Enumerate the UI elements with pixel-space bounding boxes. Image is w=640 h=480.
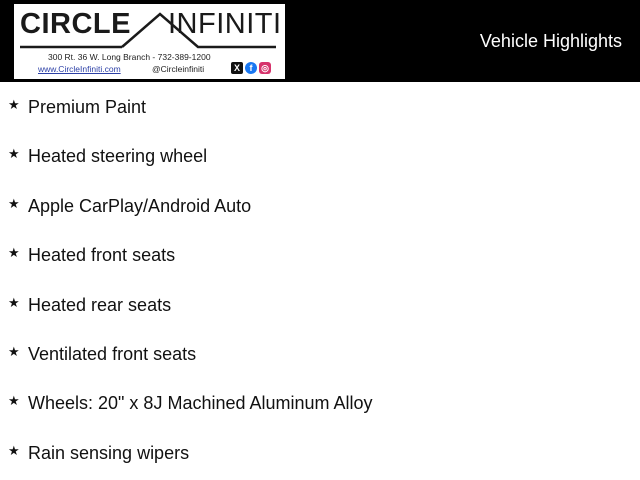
star-icon: ★ xyxy=(8,345,20,360)
list-item xyxy=(0,145,640,175)
dealer-website-link[interactable]: www.CircleInfiniti.com xyxy=(38,64,121,74)
star-icon: ★ xyxy=(8,394,20,409)
highlight-label: Wheels: 20" x 8J Machined Aluminum Alloy xyxy=(28,393,373,413)
highlight-label: Premium Paint xyxy=(28,97,147,117)
header-bar xyxy=(0,0,640,82)
star-icon: ★ xyxy=(8,296,20,311)
list-item xyxy=(0,96,640,126)
star-icon: ★ xyxy=(8,147,20,162)
list-item xyxy=(0,244,640,274)
facebook-icon[interactable]: f xyxy=(245,62,257,74)
dealer-logo xyxy=(14,4,285,79)
list-item xyxy=(0,195,640,225)
dealer-address: 300 Rt. 36 W. Long Branch - 732-389-1200 xyxy=(48,52,211,62)
highlight-label: Rain sensing wipers xyxy=(28,443,190,463)
star-icon: ★ xyxy=(8,444,20,459)
instagram-icon[interactable]: ◎ xyxy=(259,62,271,74)
star-icon: ★ xyxy=(8,246,20,261)
list-item xyxy=(0,294,640,324)
dealer-social-handle: @Circleinfiniti xyxy=(152,64,205,74)
star-icon: ★ xyxy=(8,98,20,113)
highlight-label: Heated front seats xyxy=(28,245,176,265)
logo-word-infiniti: INFINITI xyxy=(168,8,282,40)
x-icon[interactable]: X xyxy=(231,62,243,74)
highlight-label: Heated rear seats xyxy=(28,295,172,315)
logo-word-circle: CIRCLE xyxy=(20,8,131,40)
list-item xyxy=(0,343,640,373)
list-item xyxy=(0,392,640,422)
page-title: Vehicle Highlights xyxy=(479,31,622,51)
highlight-label: Heated steering wheel xyxy=(28,146,208,166)
list-item xyxy=(0,442,640,472)
highlight-label: Ventilated front seats xyxy=(28,344,197,364)
highlight-label: Apple CarPlay/Android Auto xyxy=(28,196,252,216)
star-icon: ★ xyxy=(8,197,20,212)
